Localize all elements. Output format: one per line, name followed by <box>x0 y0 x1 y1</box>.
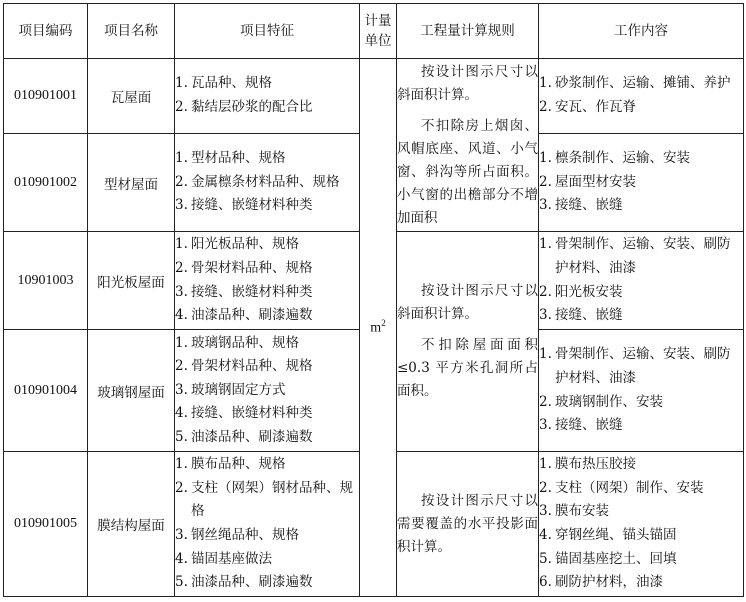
list-item: 5. 油漆品种、刷漆遍数 <box>175 428 313 445</box>
header-work: 工作内容 <box>539 4 744 59</box>
item-code: 010901001 <box>4 59 88 134</box>
unit-cell: $m^2$ <box>360 59 397 597</box>
item-code: 010901005 <box>4 452 88 597</box>
list-item: 1. 瓦品种、规格 <box>175 75 272 92</box>
list-item: 1. 檩条制作、运输、安装 <box>539 150 690 167</box>
list-item: 1. 型材品种、规格 <box>175 150 286 167</box>
header-rules: 工程量计算规则 <box>397 4 539 59</box>
rule-paragraph: 按设计图示尺寸以斜面积计算。 <box>397 63 538 103</box>
list-item: 2. 金属檩条材料品种、规格 <box>175 173 340 190</box>
header-features: 项目特征 <box>175 4 360 59</box>
list-item: 4. 锚固基座做法 <box>175 550 272 567</box>
roof-works-table <box>3 3 744 597</box>
list-item: 3. 接缝、嵌缝 <box>539 307 623 324</box>
header-unit-line1: 计量 <box>364 13 392 29</box>
list-item: 2. 支柱（网架）钢材品种、规格 <box>175 479 353 520</box>
list-item: 1. 阳光板品种、规格 <box>175 236 299 253</box>
list-item: 1. 砂浆制作、运输、摊铺、养护 <box>539 75 731 92</box>
list-item: 3. 膜布安装 <box>539 503 609 520</box>
item-features <box>175 330 360 452</box>
list-item: 1. 膜布品种、规格 <box>175 456 286 473</box>
list-item: 2. 安瓦、作瓦脊 <box>539 99 636 115</box>
header-code: 项目编码 <box>4 4 88 59</box>
list-item: 2. 玻璃钢制作、安装 <box>539 393 663 410</box>
item-work <box>539 134 744 232</box>
rule-paragraph: 按设计图示尺寸以需要覆盖的水平投影面积计算。 <box>397 492 538 555</box>
item-name: 玻璃钢屋面 <box>88 330 175 452</box>
list-item: 5. 锚固基座挖土、回填 <box>539 550 677 567</box>
item-features <box>175 232 360 330</box>
list-item: 4. 接缝、嵌缝材料种类 <box>175 405 313 422</box>
item-name: 膜结构屋面 <box>88 452 175 597</box>
item-work <box>539 232 744 330</box>
table-row <box>4 59 744 134</box>
list-item: 1. 骨架制作、运输、安装、刷防护材料、油漆 <box>539 236 731 276</box>
list-item: 1. 骨架制作、运输、安装、刷防护材料、油漆 <box>539 346 731 386</box>
list-item: 3. 接缝、嵌缝材料种类 <box>175 283 313 300</box>
list-item: 3. 接缝、嵌缝 <box>539 197 623 214</box>
header-name: 项目名称 <box>88 4 175 59</box>
list-item: 3. 接缝、嵌缝材料种类 <box>175 197 313 214</box>
list-item: 6. 刷防护材料，油漆 <box>539 574 663 591</box>
item-features <box>175 134 360 232</box>
list-item: 1. 膜布热压胶接 <box>539 456 636 473</box>
rule-cell-2 <box>397 232 539 452</box>
item-name: 型材屋面 <box>88 134 175 232</box>
item-name: 阳光板屋面 <box>88 232 175 330</box>
rule-cell-3 <box>397 452 539 597</box>
list-item: 3. 钢丝绳品种、规格 <box>175 527 299 543</box>
item-code: 010901002 <box>4 134 88 232</box>
list-item: 4. 油漆品种、刷漆遍数 <box>175 307 313 324</box>
header-unit <box>360 4 397 59</box>
header-row <box>4 4 744 59</box>
item-code: 10901003 <box>4 232 88 330</box>
item-features <box>175 452 360 597</box>
rule-paragraph: 不扣除房上烟囱、风帽底座、风道、小气窗、斜沟等所占面积。小气窗的出檐部分不增加面积 <box>397 117 538 226</box>
item-work <box>539 59 744 134</box>
list-item: 5. 油漆品种、刷漆遍数 <box>175 574 313 591</box>
list-item: 4. 穿钢丝绳、锚头锚固 <box>539 527 677 543</box>
header-unit-line2: 单位 <box>364 33 392 49</box>
item-name: 瓦屋面 <box>88 59 175 134</box>
item-work <box>539 452 744 597</box>
rule-cell-1 <box>397 59 539 232</box>
list-item: 3. 接缝、嵌缝 <box>539 417 623 434</box>
rule-paragraph: 不扣除屋面面积≤0.3 平方米孔洞所占面积。 <box>397 337 538 399</box>
item-code: 010901004 <box>4 330 88 452</box>
list-item: 1. 玻璃钢品种、规格 <box>175 334 299 351</box>
list-item: 2. 骨架材料品种、规格 <box>175 358 313 375</box>
item-work <box>539 330 744 452</box>
list-item: 2. 骨架材料品种、规格 <box>175 259 313 276</box>
list-item: 2. 阳光板安装 <box>539 283 623 300</box>
item-features <box>175 59 360 134</box>
list-item: 2. 黏结层砂浆的配合比 <box>175 99 313 115</box>
list-item: 3. 玻璃钢固定方式 <box>175 381 286 398</box>
rule-paragraph: 按设计图示尺寸以斜面积计算。 <box>397 283 538 322</box>
list-item: 2. 支柱（网架）制作、安装 <box>539 479 704 496</box>
list-item: 2. 屋面型材安装 <box>539 173 636 190</box>
